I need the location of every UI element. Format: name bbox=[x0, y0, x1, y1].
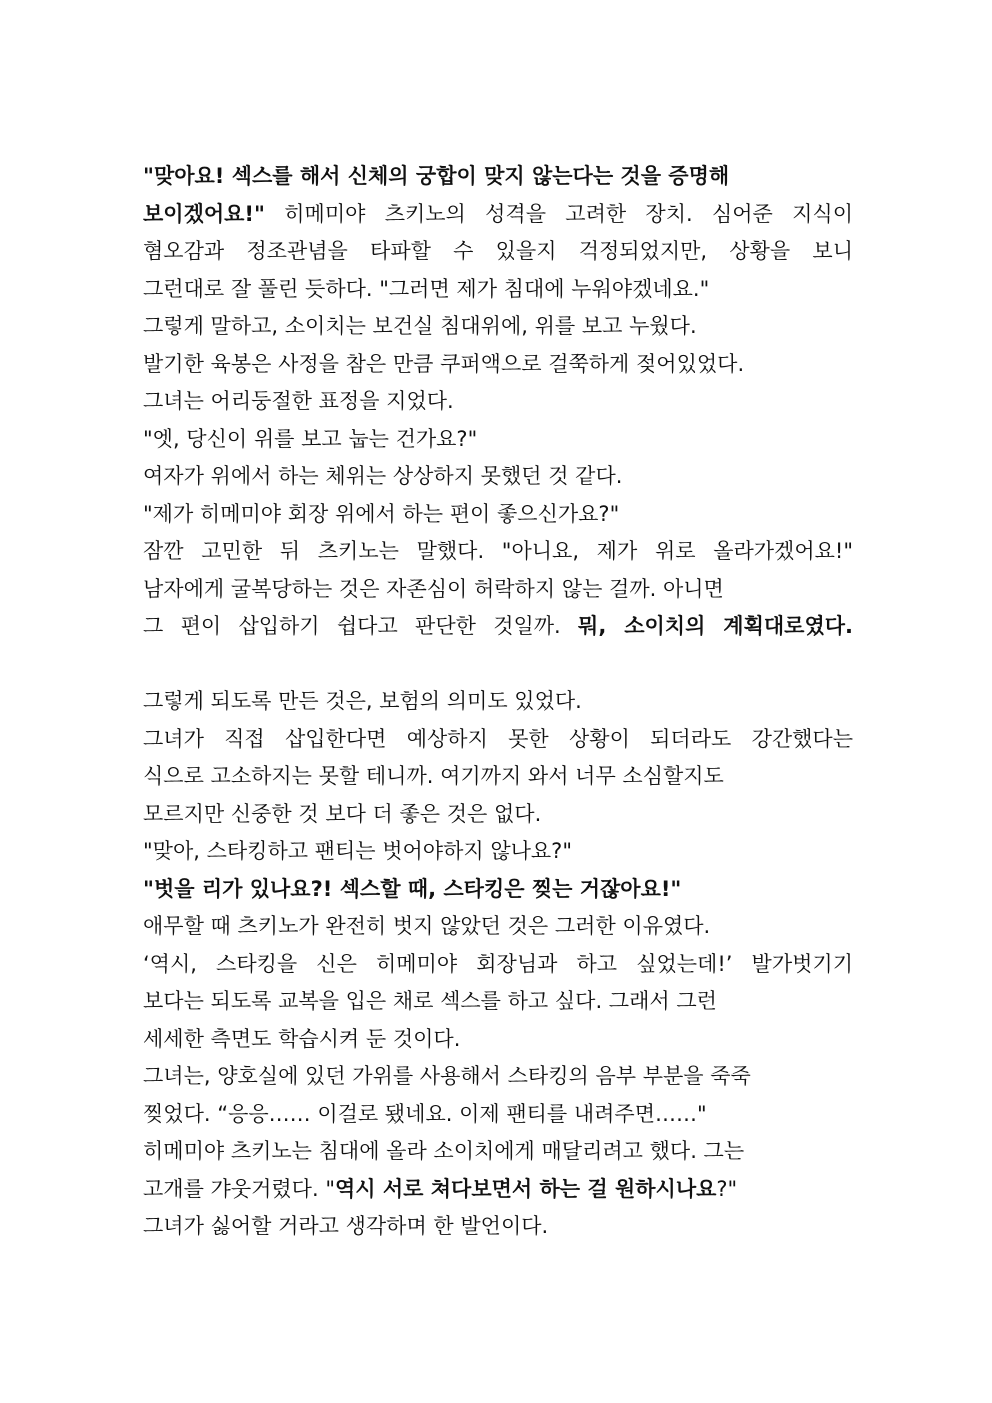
bold-dialogue: 보이겠어요!" bbox=[143, 201, 265, 226]
text-line: 그녀가 직접 삽입한다면 예상하지 못한 상황이 되더라도 강간했다는 bbox=[143, 726, 853, 751]
bold-dialogue: 역시 서로 쳐다보면서 하는 걸 원하시나요 bbox=[334, 1176, 717, 1201]
text-line: 그녀가 싫어할 거라고 생각하며 한 발언이다. bbox=[143, 1214, 549, 1238]
text-line: 찢었다. “응응…… 이걸로 됐네요. 이제 팬티를 내려주면……" bbox=[143, 1101, 707, 1126]
text-line: 그 편이 삽입하기 쉽다고 판단한 것일까. 뭐, 소이치의 계획대로였다. bbox=[143, 614, 853, 638]
text-line: 그녀는, 양호실에 있던 가위를 사용해서 스타킹의 음부 부분을 죽죽 bbox=[143, 1064, 751, 1088]
text-line: "엣, 당신이 위를 보고 눕는 건가요?" bbox=[143, 426, 478, 451]
text-line: 혐오감과 정조관념을 타파할 수 있을지 걱정되었지만, 상황을 보니 bbox=[143, 239, 853, 263]
text-line: 애무할 때 츠키노가 완전히 벗지 않았던 것은 그러한 이유였다. bbox=[143, 914, 711, 938]
text-line bbox=[143, 871, 853, 909]
bold-text: 뭐, 소이치의 계획대로였다. bbox=[578, 614, 853, 638]
text-line: 여자가 위에서 하는 체위는 상상하지 못했던 것 같다. bbox=[143, 464, 623, 488]
text-line: 세세한 측면도 학습시켜 둔 것이다. bbox=[143, 1026, 461, 1051]
text-line: 그녀는 어리둥절한 표정을 지었다. bbox=[143, 389, 454, 413]
text-line bbox=[143, 158, 853, 196]
text-line: ‘역시, 스타킹을 신은 히메미야 회장님과 하고 싶었는데!’ 발가벗기기 bbox=[143, 951, 853, 976]
document-page bbox=[143, 158, 853, 1246]
text-line: 보다는 되도록 교복을 입은 채로 섹스를 하고 싶다. 그래서 그런 bbox=[143, 989, 717, 1013]
text-line: 보이겠어요!" 히메미야 츠키노의 성격을 고려한 장치. 심어준 지식이 bbox=[143, 201, 853, 226]
text-line: 고개를 갸웃거렸다. "역시 서로 쳐다보면서 하는 걸 원하시나요?" bbox=[143, 1176, 738, 1201]
text-line: "맞아, 스타킹하고 팬티는 벗어야하지 않나요?" bbox=[143, 839, 572, 863]
text-line: 식으로 고소하지는 못할 테니까. 여기까지 와서 너무 소심할지도 bbox=[143, 764, 724, 788]
bold-dialogue: "벗을 리가 있나요?! 섹스할 때, 스타킹은 찢는 거잖아요!" bbox=[143, 876, 682, 901]
text-line: 그렇게 말하고, 소이치는 보건실 침대위에, 위를 보고 누웠다. bbox=[143, 314, 697, 338]
paragraph-break bbox=[143, 646, 853, 684]
text-line: 그런대로 잘 풀린 듯하다. "그러면 제가 침대에 누워야겠네요." bbox=[143, 276, 710, 301]
text-line: "제가 히메미야 회장 위에서 하는 편이 좋으신가요?" bbox=[143, 501, 620, 526]
text-line: 히메미야 츠키노는 침대에 올라 소이치에게 매달리려고 했다. 그는 bbox=[143, 1139, 745, 1163]
text-line: 그렇게 되도록 만든 것은, 보험의 의미도 있었다. bbox=[143, 689, 582, 713]
text-line: 모르지만 신중한 것 보다 더 좋은 것은 없다. bbox=[143, 801, 542, 826]
bold-dialogue: "맞아요! 섹스를 해서 신체의 궁합이 맞지 않는다는 것을 증명해 bbox=[143, 164, 730, 188]
text-line: 남자에게 굴복당하는 것은 자존심이 허락하지 않는 걸까. 아니면 bbox=[143, 576, 724, 601]
text-line: 잠깐 고민한 뒤 츠키노는 말했다. "아니요, 제가 위로 올라가겠어요!" bbox=[143, 539, 853, 563]
text-line: 발기한 육봉은 사정을 참은 만큼 쿠퍼액으로 걸쭉하게 젖어있었다. bbox=[143, 351, 745, 376]
